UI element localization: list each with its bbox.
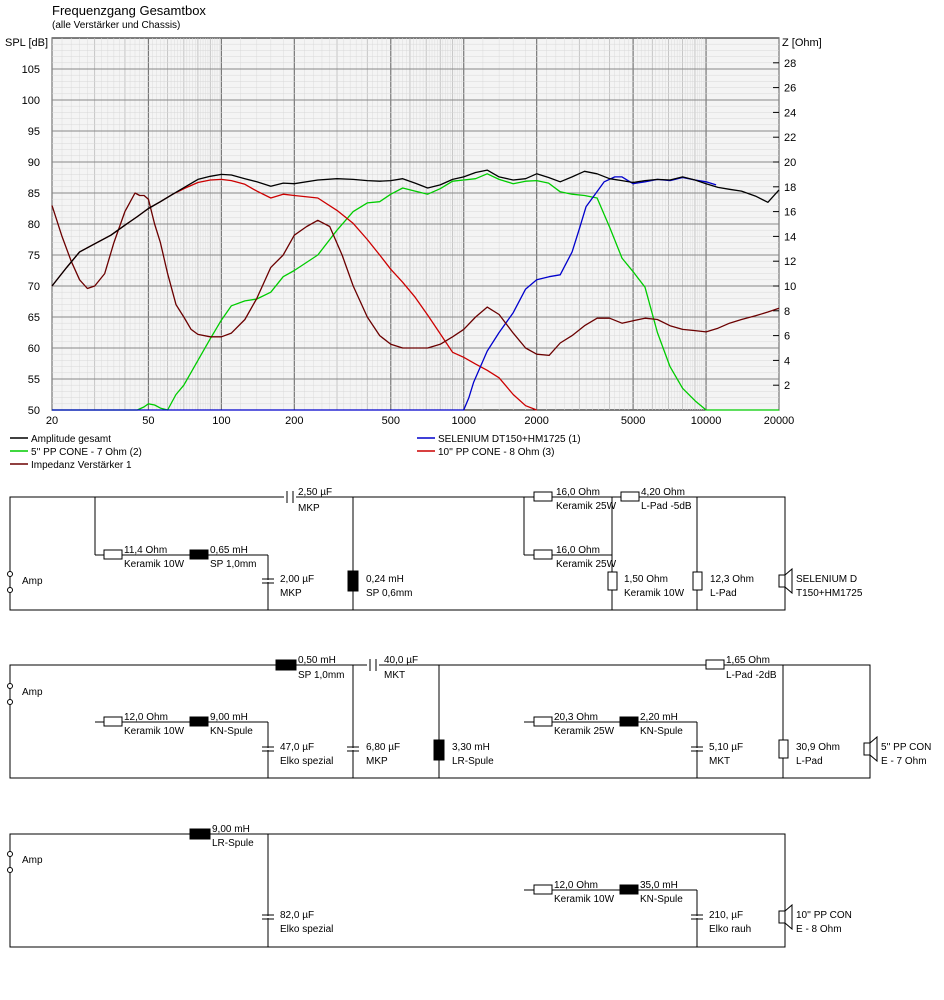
rpad-type: L-Pad -5dB	[641, 501, 692, 512]
resistor-20-3-ohm	[534, 717, 552, 726]
y-tick-label-right: 26	[784, 82, 797, 95]
x-tick-label: 100	[212, 415, 231, 427]
rpad-value: 1,65 Ohm	[726, 655, 770, 666]
speaker-line1: 5'' PP CON	[881, 742, 932, 753]
speaker-line2: E - 7 Ohm	[881, 756, 927, 767]
la-value: 9,00 mH	[210, 712, 248, 723]
y-axis-right-label: Z [Ohm]	[782, 37, 822, 49]
grid	[52, 38, 779, 410]
y-tick-label-left: 100	[21, 95, 40, 107]
chart-subtitle: (alle Verstärker und Chassis)	[52, 20, 181, 31]
lshunt-type: LR-Spule	[452, 756, 494, 767]
rpad-value: 4,20 Ohm	[641, 487, 685, 498]
legend-label: Amplitude gesamt	[31, 434, 112, 445]
lb-type: KN-Spule	[640, 726, 683, 737]
la-value: 0,65 mH	[210, 545, 248, 556]
la-value: 35,0 mH	[640, 880, 678, 891]
lshunt-type: SP 0,6mm	[366, 588, 413, 599]
frequency-response-chart	[5, 3, 822, 471]
x-tick-label: 10000	[690, 415, 722, 427]
legend-item-impedanz	[10, 460, 132, 471]
x-tick-label: 200	[285, 415, 304, 427]
lshunt-value: 3,30 mH	[452, 742, 490, 753]
legend-label: 5'' PP CONE - 7 Ohm (2)	[31, 447, 142, 458]
ca-type: MKP	[280, 588, 302, 599]
rshunt-type: L-Pad	[796, 756, 823, 767]
cshunt-type: Elko spezial	[280, 924, 334, 935]
cshunt-value: 82,0 µF	[280, 910, 315, 921]
legend-item-10-pp-cone	[417, 447, 554, 458]
l1-type: LR-Spule	[212, 838, 254, 849]
rb-value: 20,3 Ohm	[554, 712, 598, 723]
y-tick-label-right: 14	[784, 231, 797, 244]
rtop-value: 16,0 Ohm	[556, 487, 600, 498]
y-tick-label-right: 28	[784, 57, 797, 70]
resistor-30-9-ohm	[779, 740, 788, 758]
y-tick-label-right: 4	[784, 355, 791, 368]
legend-label: Impedanz Verstärker 1	[31, 460, 132, 471]
x-ticks	[46, 415, 794, 427]
inductor-0-24-mh	[348, 571, 358, 591]
amp-label: Amp	[22, 855, 43, 866]
l1-value: 9,00 mH	[212, 824, 250, 835]
rbot-type: Keramik 25W	[556, 559, 617, 570]
resistor-12-3-ohm	[693, 572, 702, 590]
y-tick-label-right: 10	[784, 281, 797, 293]
rshunt2-value: 12,3 Ohm	[710, 574, 754, 585]
rb-type: Keramik 25W	[554, 726, 615, 737]
inductor-2-20-mh	[620, 717, 638, 726]
y-tick-label-left: 55	[27, 374, 40, 386]
y-tick-label-right: 24	[784, 107, 797, 120]
circuit1-labels	[22, 487, 863, 599]
ra-value: 11,4 Ohm	[124, 545, 168, 556]
la-type: KN-Spule	[640, 894, 683, 905]
cb-type: MKT	[709, 756, 731, 767]
speaker-line1: SELENIUM D	[796, 574, 858, 585]
cshunt-type: MKP	[366, 756, 388, 767]
rtop-type: Keramik 25W	[556, 501, 617, 512]
legend-item-5-pp-cone	[10, 447, 142, 458]
rshunt1-type: Keramik 10W	[624, 588, 685, 599]
l1-type: SP 1,0mm	[298, 670, 345, 681]
circuit2-labels	[22, 655, 931, 767]
y-axis-left-label: SPL [dB]	[5, 37, 49, 49]
resistor-16-ohm-top	[534, 492, 552, 501]
resistor-12-0-ohm	[104, 717, 122, 726]
lshunt-value: 0,24 mH	[366, 574, 404, 585]
resistor-1-50-ohm	[608, 572, 617, 590]
y-ticks-left	[22, 64, 40, 417]
y-tick-label-left: 75	[27, 250, 40, 262]
speaker-line2: T150+HM1725	[796, 588, 863, 599]
inductor-9-00-mh	[190, 717, 208, 726]
c1-type: MKT	[384, 670, 406, 681]
resistor-12-0-ohm	[534, 885, 552, 894]
y-tick-label-right: 8	[784, 305, 791, 318]
cb-value: 5,10 µF	[709, 742, 744, 753]
y-tick-label-left: 95	[27, 126, 40, 138]
y-tick-label-left: 85	[27, 188, 40, 200]
y-tick-label-right: 2	[784, 380, 791, 393]
rshunt-value: 30,9 Ohm	[796, 742, 840, 753]
ra-type: Keramik 10W	[124, 559, 185, 570]
x-tick-label: 20000	[763, 415, 795, 427]
y-tick-label-right: 16	[784, 206, 797, 219]
y-tick-label-right: 18	[784, 181, 797, 194]
speaker-line2: E - 8 Ohm	[796, 924, 842, 935]
y-tick-label-left: 60	[27, 343, 40, 355]
x-tick-label: 2000	[524, 415, 549, 427]
ra-value: 12,0 Ohm	[124, 712, 168, 723]
inductor-9-00-mh	[190, 829, 210, 839]
amp-label: Amp	[22, 576, 43, 587]
la-type: SP 1,0mm	[210, 559, 257, 570]
chart-title: Frequenzgang Gesamtbox	[52, 3, 206, 18]
resistor-16-ohm-bottom	[534, 550, 552, 559]
la-type: KN-Spule	[210, 726, 253, 737]
x-tick-label: 50	[142, 415, 155, 427]
rshunt2-type: L-Pad	[710, 588, 737, 599]
ra-value: 12,0 Ohm	[554, 880, 598, 891]
cshunt-value: 6,80 µF	[366, 742, 401, 753]
rpad-type: L-Pad -2dB	[726, 670, 777, 681]
ra-type: Keramik 10W	[554, 894, 615, 905]
speaker-line1: 10'' PP CON	[796, 910, 852, 921]
c1-type: MKP	[298, 503, 320, 514]
ca-type: Elko rauh	[709, 924, 752, 935]
inductor-0-50-mh	[276, 660, 296, 670]
circuit3-labels	[22, 824, 852, 935]
y-tick-label-right: 20	[784, 157, 797, 169]
c1-value: 40,0 µF	[384, 655, 419, 666]
ca-value: 2,00 µF	[280, 574, 315, 585]
y-tick-label-left: 50	[27, 405, 40, 417]
inductor-3-30-mh	[434, 740, 444, 760]
legend-item-selenium	[417, 434, 581, 445]
legend	[10, 434, 581, 471]
amp-label: Amp	[22, 687, 43, 698]
y-tick-label-left: 90	[27, 157, 40, 169]
x-tick-label: 5000	[620, 415, 646, 427]
y-tick-label-left: 70	[27, 281, 40, 293]
y-tick-label-right: 12	[784, 256, 797, 269]
resistor-1-65-ohm	[706, 660, 724, 669]
c1-value: 2,50 µF	[298, 487, 333, 498]
resistor-4-20-ohm	[621, 492, 639, 501]
y-tick-label-left: 80	[27, 219, 40, 231]
x-tick-label: 500	[381, 415, 400, 427]
ca-value: 47,0 µF	[280, 742, 315, 753]
legend-label: SELENIUM DT150+HM1725 (1)	[438, 434, 581, 445]
resistor-11-4-ohm	[104, 550, 122, 559]
rbot-value: 16,0 Ohm	[556, 545, 600, 556]
inductor-35-0-mh	[620, 885, 638, 894]
ca-value: 210, µF	[709, 910, 744, 921]
y-tick-label-right: 6	[784, 330, 791, 343]
ca-type: Elko spezial	[280, 756, 334, 767]
legend-label: 10'' PP CONE - 8 Ohm (3)	[438, 447, 555, 458]
y-tick-label-left: 105	[21, 64, 40, 76]
legend-item-amplitude	[10, 434, 111, 445]
x-tick-label: 20	[45, 415, 59, 427]
rshunt1-value: 1,50 Ohm	[624, 574, 668, 585]
y-tick-label-right: 22	[784, 132, 797, 145]
inductor-0-65-mh	[190, 550, 208, 559]
l1-value: 0,50 mH	[298, 655, 336, 666]
lb-value: 2,20 mH	[640, 712, 678, 723]
ra-type: Keramik 10W	[124, 726, 185, 737]
x-tick-label: 1000	[451, 415, 476, 427]
y-tick-label-left: 65	[27, 312, 40, 324]
